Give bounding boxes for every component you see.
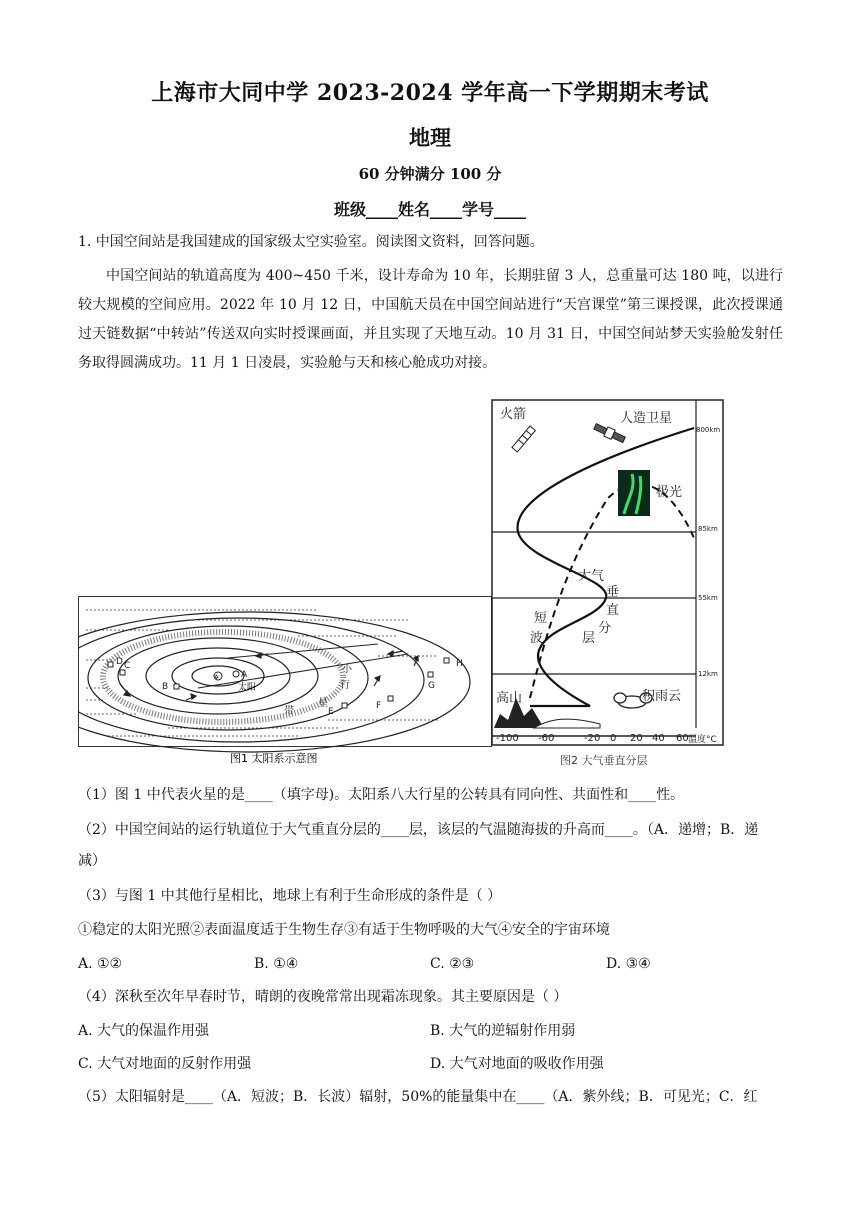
option-a: A. ①②	[78, 956, 123, 972]
svg-text:20: 20	[630, 733, 643, 744]
option-b: B. ①④	[254, 956, 299, 972]
svg-text:-20: -20	[584, 733, 601, 744]
svg-text:-100: -100	[496, 733, 519, 744]
svg-text:-60: -60	[538, 733, 555, 744]
figure-2-caption: 图2 大气垂直分层	[560, 754, 648, 767]
question-1-part-1: （1）图 1 中代表火星的是____（填字母)。太阳系八大行星的公转具有同向性、共面性和____性。	[78, 787, 685, 803]
rocket-label: 火箭	[500, 407, 527, 422]
question-1-part-2-cont: 减）	[78, 853, 106, 869]
svg-text:星: 星	[318, 698, 328, 709]
mountain-label: 高山	[496, 691, 523, 706]
subject-title: 地理	[409, 125, 451, 150]
svg-text:分: 分	[598, 621, 612, 636]
temperature-axis-unit: 温度°C	[688, 735, 717, 745]
question-1-part-2: （2）中国空间站的运行轨道位于大气重直分层的____层，该层的气温随海拔的升高而____。（A．递增；B．递	[78, 822, 759, 838]
svg-text:带: 带	[284, 706, 294, 717]
svg-text:短: 短	[534, 611, 548, 626]
svg-text:行: 行	[340, 680, 350, 691]
svg-text:12km: 12km	[698, 670, 718, 678]
svg-text:800km: 800km	[696, 426, 721, 434]
svg-text:55km: 55km	[698, 594, 718, 602]
svg-text:垂: 垂	[606, 585, 620, 600]
svg-text:60: 60	[676, 733, 689, 744]
planet-label-b: B	[162, 682, 169, 692]
figure-1-solar-system	[78, 596, 492, 768]
aurora-label: 极光	[656, 485, 683, 500]
question-1-part-3: （3）与图 1 中其他行星相比，地球上有利于生命形成的条件是（ ）	[78, 888, 502, 904]
part-4-option-a: A. 大气的保温作用强	[78, 1023, 210, 1039]
planet-label-f: F	[376, 701, 382, 711]
planet-label-a: A	[241, 670, 248, 680]
planet-label-e: E	[328, 707, 334, 717]
part-4-option-c: C. 大气对地面的反射作用强	[78, 1056, 252, 1072]
planet-label-g: G	[428, 681, 435, 691]
svg-text:0: 0	[610, 733, 617, 744]
part-4-option-d: D. 大气对地面的吸收作用强	[430, 1056, 604, 1072]
svg-text:40: 40	[652, 733, 665, 744]
planet-label-h: H	[456, 659, 463, 669]
question-1-part-5: （5）太阳辐射是____（A．短波；B．长波）辐射，50%的能量集中在____（A．紫外线；B．可见光；C．红	[78, 1089, 758, 1105]
question-1-part-4: （4）深秋至次年早春时节，晴朗的夜晚常常出现霜冻现象。其主要原因是（ ）	[78, 989, 568, 1005]
svg-text:✲: ✲	[214, 674, 220, 681]
planet-label-d: D	[116, 657, 123, 667]
figure-1-caption: 图1 太阳系示意图	[230, 752, 318, 765]
svg-text:小: 小	[342, 664, 352, 675]
question-1-intro: 1. 中国空间站是我国建成的国家级太空实验室。阅读图文资料，回答问题。	[78, 234, 544, 250]
student-info: 班级____姓名____学号____	[333, 200, 526, 219]
question-1-part-3-items: ①稳定的太阳光照②表面温度适于生物生存③有适于生物呼吸的大气④安全的宇宙环境	[78, 922, 610, 938]
exam-title: 上海市大同中学 2023-2024 学年高一下学期期末考试	[151, 80, 709, 106]
svg-text:大气: 大气	[578, 569, 605, 584]
planet-label-c: C	[124, 661, 131, 671]
svg-text:直: 直	[606, 603, 620, 618]
satellite-label: 人造卫星	[620, 411, 673, 426]
time-score: 60 分钟满分 100 分	[358, 165, 502, 183]
svg-text:波: 波	[530, 631, 544, 646]
cloud-label: 积雨云	[642, 689, 682, 704]
option-c: C. ②③	[430, 956, 475, 972]
question-1-paragraph: 中国空间站的轨道高度为 400~450 千米，设计寿命为 10 年，长期驻留 3 人，总重量可达 180 吨，以进行较大规模的空间应用。2022 年 10 月 12 日，中国航天员在中国空间站进行“天宫课堂”第三课授课，此次授课通过天链数据“中转站”传送双向实时授课画面，并且实现了天地互动。10 月 31 日，中国空间站梦天实验舱发射任务取得圆满成功。11 月 1 日凌晨，实验舱与天和核心舱成功对接。	[78, 268, 783, 371]
option-d: D. ③④	[606, 956, 651, 972]
svg-text:85km: 85km	[698, 525, 718, 533]
part-4-option-b: B. 大气的逆辐射作用弱	[430, 1023, 576, 1039]
sun-label: 太阳	[238, 683, 257, 693]
figure-2-atmosphere-layers	[490, 398, 740, 772]
svg-text:层: 层	[582, 631, 596, 646]
